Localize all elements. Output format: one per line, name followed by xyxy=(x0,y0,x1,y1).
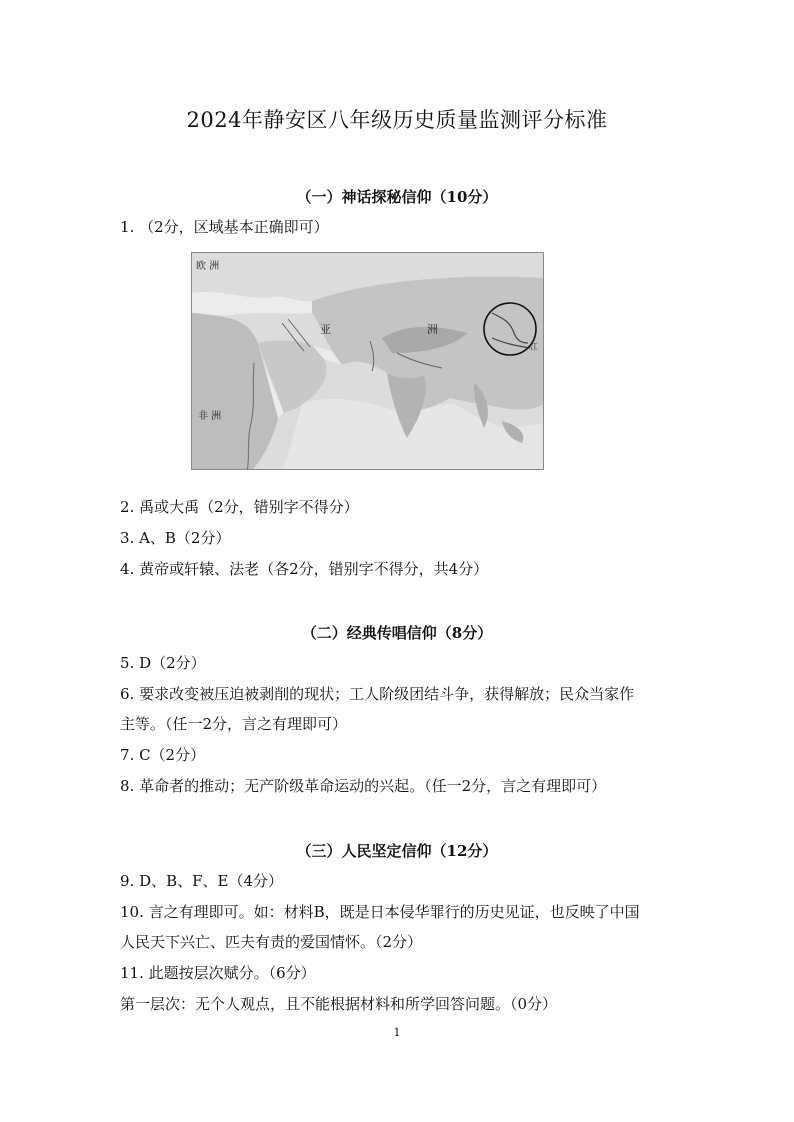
page-number: 1 xyxy=(393,1026,401,1039)
map-label-asia-2: 洲 xyxy=(427,323,438,336)
answer-item-3: 3. A、B（2分） xyxy=(120,529,231,547)
map-label-europe: 欧 洲 xyxy=(196,261,220,272)
section-heading-2: （二）经典传唱信仰（8分） xyxy=(301,624,493,642)
answer-item-10-cont: 人民天下兴亡、匹夫有责的爱国情怀。（2分） xyxy=(120,933,423,951)
answer-item-7: 7. C（2分） xyxy=(120,746,206,764)
map-label-asia-1: 亚 xyxy=(320,323,331,336)
document-title: 2024年静安区八年级历史质量监测评分标准 xyxy=(186,108,608,132)
answer-item-10: 10. 言之有理即可。如：材料B，既是日本侵华罪行的历史见证，也反映了中国 xyxy=(120,903,640,921)
answer-item-5: 5. D（2分） xyxy=(120,654,206,672)
answer-item-1: 1. （2分，区域基本正确即可） xyxy=(120,218,329,236)
answer-item-6: 6. 要求改变被压迫被剥削的现状；工人阶级团结斗争，获得解放；民众当家作 xyxy=(120,685,635,703)
answer-item-9: 9. D、B、F、E（4分） xyxy=(120,872,284,890)
answer-item-8: 8. 革命者的推动；无产阶级革命运动的兴起。（任一2分，言之有理即可） xyxy=(120,777,607,795)
section-heading-1: （一）神话探秘信仰（10分） xyxy=(296,188,498,206)
answer-item-11: 11. 此题按层次赋分。（6分） xyxy=(120,964,316,982)
answer-item-4: 4. 黄帝或轩辕、法老（各2分，错别字不得分，共4分） xyxy=(120,560,489,578)
answer-item-2: 2. 禹或大禹（2分，错别字不得分） xyxy=(120,498,359,516)
map-label-africa: 非 洲 xyxy=(198,411,222,422)
answer-item-11-level-1: 第一层次：无个人观点，且不能根据材料和所学回答问题。（0分） xyxy=(120,995,558,1013)
map-label-river: 江 xyxy=(530,342,538,351)
map-image xyxy=(192,253,544,470)
section-heading-3: （三）人民坚定信仰（12分） xyxy=(296,842,498,860)
answer-item-6-cont: 主等。（任一2分，言之有理即可） xyxy=(120,715,348,733)
map-figure xyxy=(191,252,544,470)
